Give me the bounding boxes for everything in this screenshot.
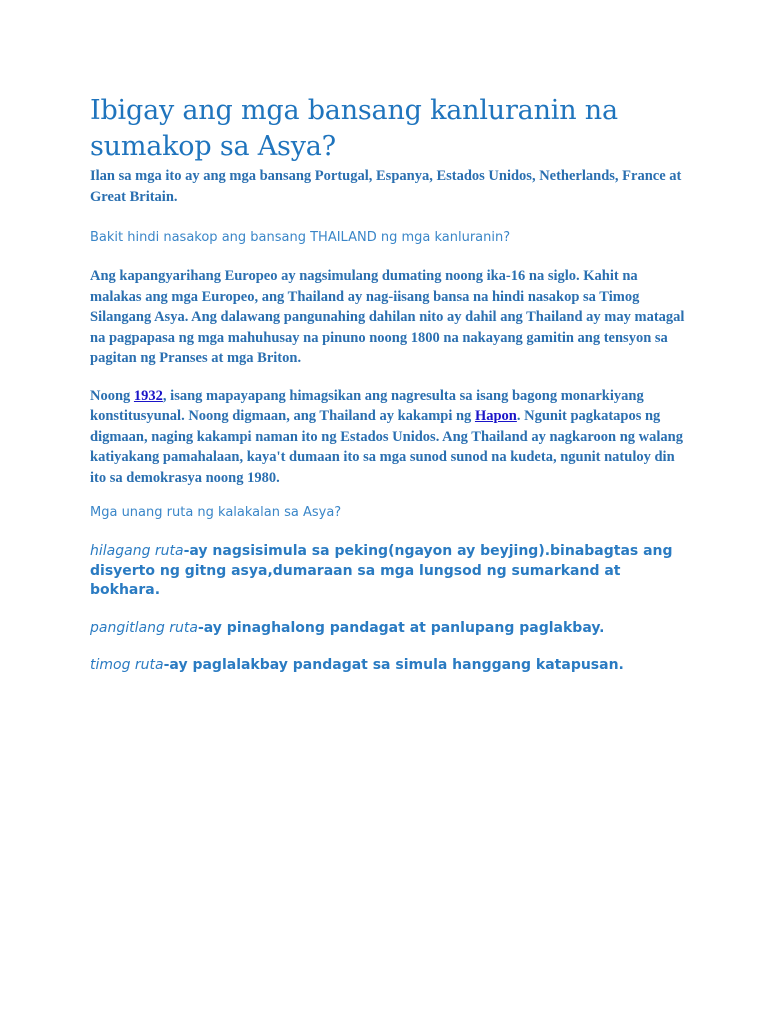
route-term: timog ruta	[90, 657, 164, 673]
paragraph-1932-text-3: . Ngunit pagkatapos ng digmaan, naging kakampi naman ito ng Estados Unidos. Ang Thailand ay nagkaroon ng walang katiyakang pamahalaan, kaya't dumaan ito sa mga sunod sunod na kudeta, ngunit natuloy din ito sa demokrasya noong 1980.	[90, 408, 683, 486]
route-term: pangitlang ruta	[90, 619, 198, 636]
link-1932[interactable]: 1932	[133, 387, 163, 404]
link-hapon[interactable]: Hapon	[474, 408, 517, 424]
route-desc: -ay nagsisimula sa peking(ngayon ay beyjing).binabagtas ang disyerto ng gitng asya,dumaraan sa mga lungsod ng sumarkand at bokhara.	[90, 543, 673, 598]
route-term: hilagang ruta	[90, 543, 184, 559]
question-trade-routes: Mga unang ruta ng kalakalan sa Asya?	[90, 505, 342, 520]
route-item-hilagang	[90, 542, 688, 601]
route-desc: -ay paglalakbay pandagat sa simula hanggang katapusan.	[163, 657, 624, 673]
route-item-timog	[90, 656, 688, 676]
paragraph-1932-text-2: , isang mapayapang himagsikan ang nagresulta sa isang bagong monarkiyang konstitusyunal. Noong digmaan, ang Thailand ay kakampi ng	[90, 387, 644, 424]
page-title: Ibigay ang mga bansang kanluranin na sumakop sa Asya?	[90, 95, 618, 162]
route-item-pangitlang	[90, 619, 688, 639]
question-thailand: Bakit hindi nasakop ang bansang THAILAND ng mga kanluranin?	[90, 230, 511, 245]
paragraph-1932-text-1: Noong	[90, 387, 134, 404]
route-desc: -ay pinaghalong pandagat at panlupang paglakbay.	[197, 619, 605, 636]
answer-countries: Ilan sa mga ito ay ang mga bansang Portugal, Espanya, Estados Unidos, Netherlands, France at Great Britain.	[90, 168, 682, 205]
paragraph-european-power: Ang kapangyarihang Europeo ay nagsimulang dumating noong ika-16 na siglo. Kahit na malakas ang mga Europeo, ang Thailand ay nag-iisang bansa na hindi nasakop sa Timog Silangang Asya. Ang dalawang pangunahing dahilan nito ay dahil ang Thailand ay may matagal na pagpapasa ng mga mahuhusay na pinuno noong 1800 na nakayang gamitin ang tensyon sa pagitan ng Pranses at mga Briton.	[90, 268, 685, 366]
paragraph-1932	[90, 386, 688, 489]
